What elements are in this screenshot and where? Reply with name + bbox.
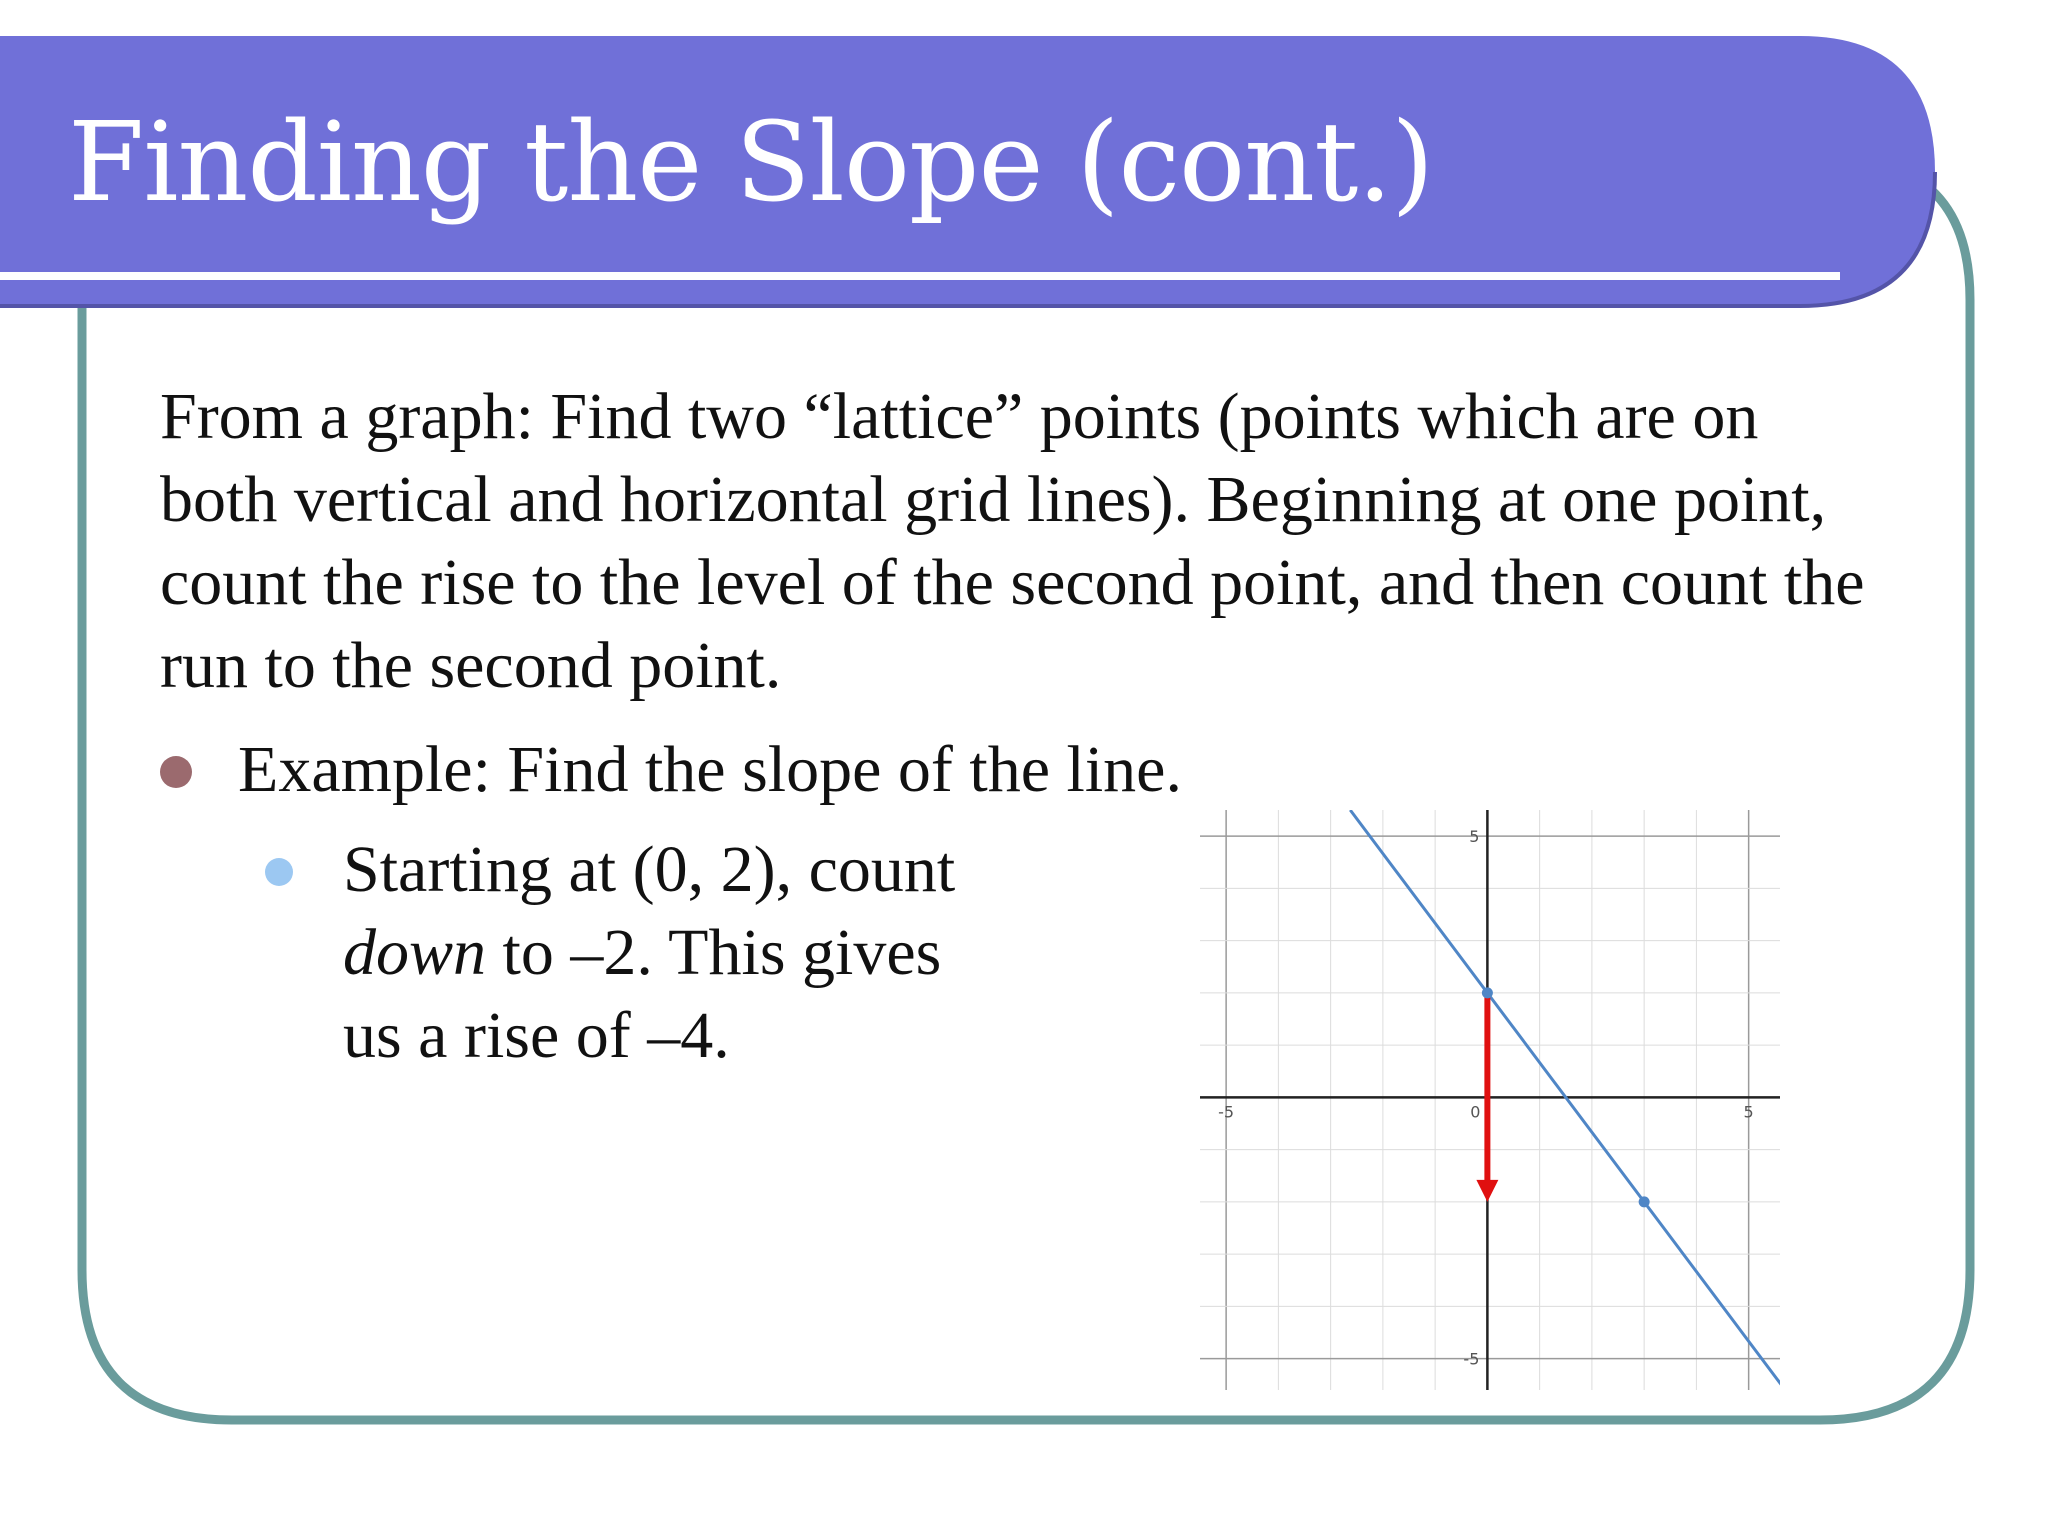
y-tick-label: -5 (1463, 1349, 1480, 1369)
rise-arrow-head (1476, 1180, 1498, 1202)
intro-paragraph: From a graph: Find two “lattice” points (points which are on both vertical and horizontal grid lines). Beginning at one point, count the rise to the level of the second point, and then count the run to the second point. (160, 380, 1865, 702)
sub-bullet-text (343, 828, 1043, 1077)
bullet-example-text: Example: Find the slope of the line. (238, 733, 1182, 806)
bullet-dot-icon (160, 756, 192, 788)
sub-bullet-line-2-rest: to –2. This gives (486, 916, 942, 989)
sub-bullet-line-3: us a rise of –4. (343, 999, 730, 1072)
x-tick-label: 5 (1743, 1102, 1754, 1122)
sub-bullet-dot-icon (265, 858, 293, 886)
plotted-line (1350, 810, 1780, 1390)
lattice-point (1639, 1196, 1650, 1207)
y-tick-label: 5 (1469, 827, 1480, 847)
slope-graph (1200, 810, 1780, 1390)
x-tick-label: 0 (1470, 1102, 1481, 1122)
emphasis-down: down (343, 916, 487, 989)
title-underline (0, 272, 1840, 280)
lattice-point (1482, 987, 1493, 998)
x-tick-label: -5 (1218, 1102, 1235, 1122)
sub-bullet-line-1: Starting at (0, 2), count (343, 833, 956, 906)
slide-title: Finding the Slope (cont.) (68, 98, 1434, 226)
sub-bullet-line-2 (343, 911, 1043, 994)
slope-line (1350, 810, 1780, 1390)
